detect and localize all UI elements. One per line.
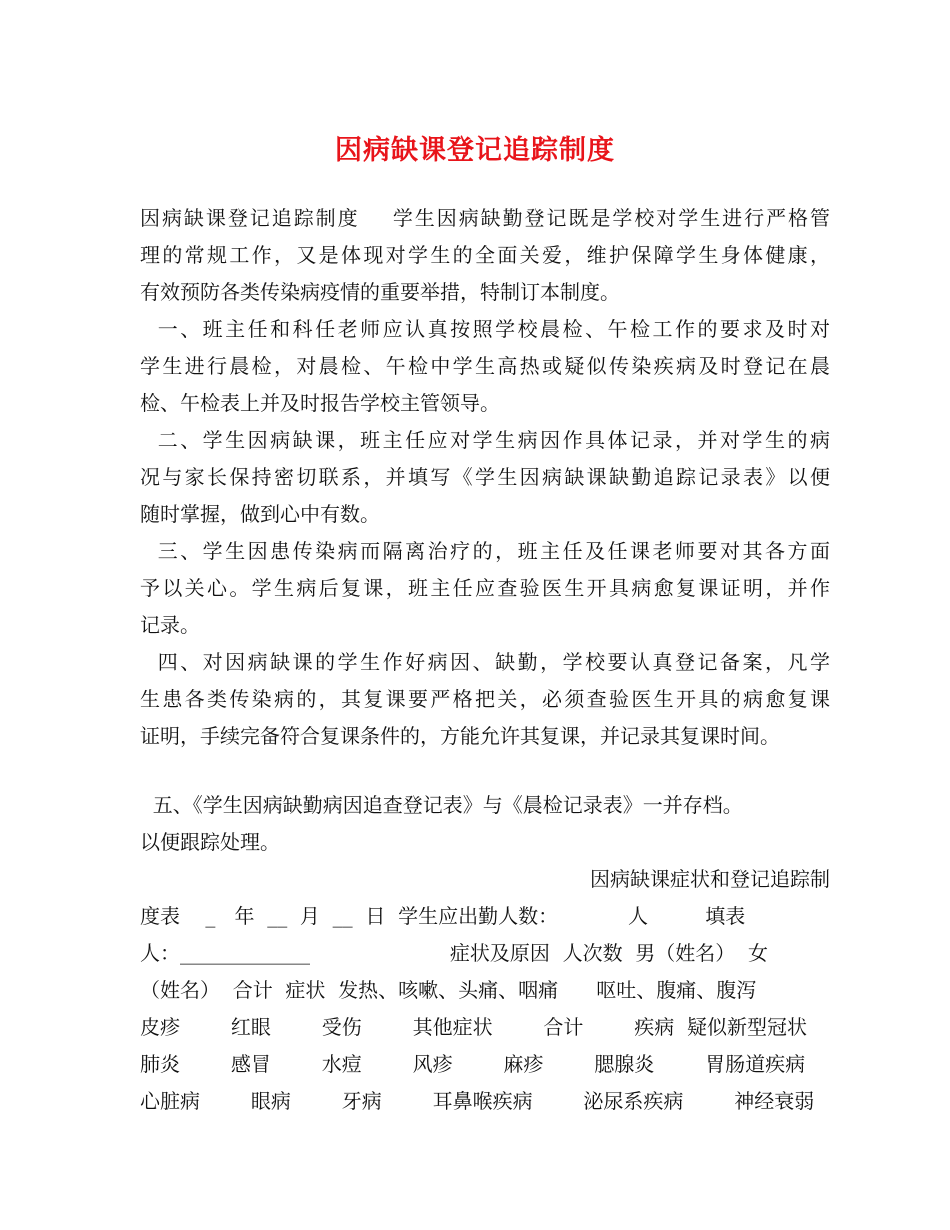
form-line: 度表 _ 年 __ 月 __ 日 学生应出勤人数： 人 填表 [140,904,746,928]
form-line: 皮疹 红眼 受伤 其他症状 合计 疾病 疑似新型冠状 [140,1015,808,1039]
body-line: 以便跟踪处理。 [140,830,280,854]
table-title-line: 因病缺课症状和登记追踪制 [590,867,830,891]
body-line: 理的常规工作，又是体现对学生的全面关爱，维护保障学生身体健康， [140,243,830,267]
body-line: 证明，手续完备符合复课条件的，方能允许其复课，并记录其复课时间。 [140,724,780,748]
form-line: 心脏病 眼病 牙病 耳鼻喉疾病 泌尿系疾病 神经衰弱 [140,1089,815,1113]
body-line: 况与家长保持密切联系，并填写《学生因病缺课缺勤追踪记录表》以便 [140,465,830,489]
body-line: 记录。 [140,613,200,637]
body-line: 四、对因病缺课的学生作好病因、缺勤，学校要认真登记备案，凡学 [140,650,830,674]
paragraph-gap [140,755,830,787]
body-line: 一、班主任和科任老师应认真按照学校晨检、午检工作的要求及时对 [140,317,830,341]
body-line: 检、午检表上并及时报告学校主管领导。 [140,391,500,415]
body-line: 学生进行晨检，对晨检、午检中学生高热或疑似传染疾病及时登记在晨 [140,354,830,378]
body-line: 三、学生因患传染病而隔离治疗的，班主任及任课老师要对其各方面 [140,539,830,563]
document-title: 因病缺课登记追踪制度 [335,135,615,166]
body-line: 五、《学生因病缺勤病因追查登记表》与《晨检记录表》一并存档。 [140,793,743,817]
form-line: 肺炎 感冒 水痘 风疹 麻疹 腮腺炎 胃肠道疾病 [140,1052,806,1076]
body-line: 予以关心。学生病后复课，班主任应查验医生开具病愈复课证明，并作 [140,576,830,600]
body-line: 因病缺课登记追踪制度 学生因病缺勤登记既是学校对学生进行严格管 [140,206,830,230]
body-line: 生患各类传染病的，其复课要严格把关，必须查验医生开具的病愈复课 [140,687,830,711]
body-line: 二、学生因病缺课，班主任应对学生病因作具体记录，并对学生的病 [140,428,830,452]
body-line: 有效预防各类传染病疫情的重要举措，特制订本制度。 [140,280,620,304]
body-line: 随时掌握，做到心中有数。 [140,502,380,526]
document-body [140,200,830,1120]
form-line: 人：_____________ 症状及原因 人次数 男（姓名） 女 [140,941,769,965]
form-line: （姓名） 合计 症状 发热、咳嗽、头痛、咽痛 呕吐、腹痛、腹泻 [140,978,757,1002]
